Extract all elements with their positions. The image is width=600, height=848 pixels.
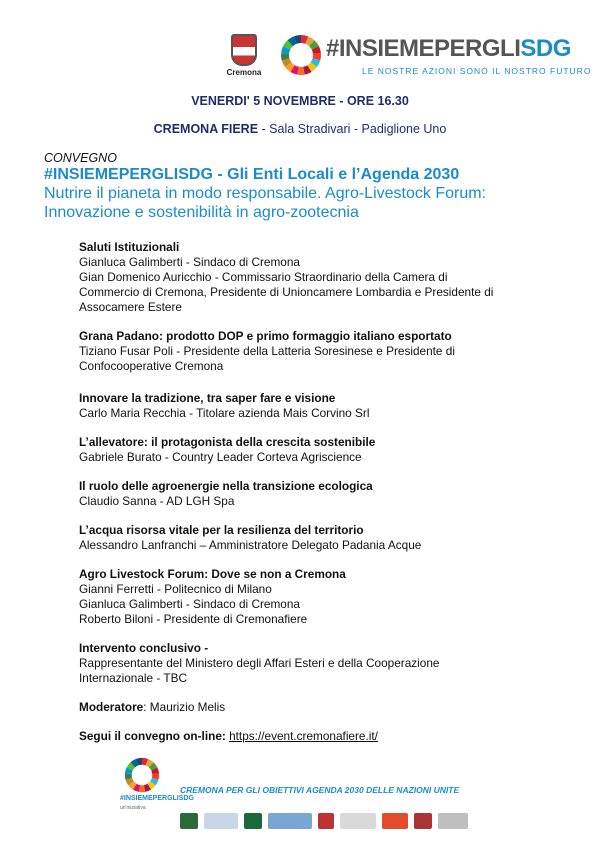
event-date: VENERDI' 5 NOVEMBRE - ORE 16.30 xyxy=(191,94,409,108)
event-type: CONVEGNO xyxy=(44,151,117,165)
session-line: Gianluca Galimberti - Sindaco di Cremona xyxy=(79,597,300,611)
program-session xyxy=(79,567,559,627)
sdg-title-part-b: SDG xyxy=(520,35,571,62)
moderator-label: Moderatore xyxy=(79,700,144,714)
session-title: L’acqua risorsa vitale per la resilienza del territorio xyxy=(79,523,364,537)
session-line: Alessandro Lanfranchi – Amministratore Delegato Padania Acque xyxy=(79,538,422,552)
program-session xyxy=(79,435,559,465)
session-line: Claudio Sanna - AD LGH Spa xyxy=(79,494,235,508)
session-line: Gianni Ferretti - Politecnico di Milano xyxy=(79,582,272,596)
partner-logo xyxy=(268,813,312,829)
session-line: Gianluca Galimberti - Sindaco di Cremona xyxy=(79,255,300,269)
session-title: Innovare la tradizione, tra saper fare e visione xyxy=(79,391,336,405)
footer-banner xyxy=(118,757,498,837)
session-line: Tiziano Fusar Poli - Presidente della Latteria Soresinese e Presidente di xyxy=(79,344,455,358)
moderator-name: : Maurizio Melis xyxy=(143,700,226,714)
sdg-wheel-icon xyxy=(124,757,160,793)
session-line: Gabriele Burato - Country Leader Corteva Agriscience xyxy=(79,450,362,464)
program-session xyxy=(79,479,559,509)
city-name: Cremona xyxy=(226,68,262,77)
cremona-logo xyxy=(222,30,266,82)
footer-sdg-label: #INSIEMEPERGLISDG xyxy=(120,795,194,802)
session-line: Gian Domenico Auricchio - Commissario Straordinario della Camera di xyxy=(79,270,448,284)
event-subtitle: Nutrire il pianeta in modo responsabile. Agro-Livestock Forum: Innovazione e sostenibilità in agro-zootecnia xyxy=(44,185,486,221)
program xyxy=(79,240,559,758)
partner-logo xyxy=(438,813,468,829)
sdg-wheel-icon xyxy=(280,34,322,76)
session-title: Il ruolo delle agroenergie nella transizione ecologica xyxy=(79,479,373,493)
partner-logo xyxy=(318,813,334,829)
session-title: Saluti Istituzionali xyxy=(79,240,180,254)
partner-logo xyxy=(382,813,408,829)
program-session xyxy=(79,641,559,686)
header-logos xyxy=(222,30,592,82)
program-session xyxy=(79,240,559,315)
session-line: Commercio di Cremona, Presidente di Unioncamere Lombardia e Presidente di xyxy=(79,285,494,299)
session-title: L’allevatore: il protagonista della crescita sostenibile xyxy=(79,435,376,449)
session-title: Intervento conclusivo - xyxy=(79,641,209,655)
online-label: Segui il convegno on-line: xyxy=(79,729,226,743)
event-link[interactable]: https://event.cremonafiere.it/ xyxy=(229,729,378,743)
cremona-crest-icon xyxy=(231,34,257,66)
partner-logo xyxy=(340,813,376,829)
program-session xyxy=(79,329,559,374)
venue-detail: - Sala Stradivari - Padiglione Uno xyxy=(258,122,447,136)
event-intro xyxy=(44,151,564,222)
session-line: Roberto Biloni - Presidente di Cremonafiere xyxy=(79,612,308,626)
session-line: Assocamere Estere xyxy=(79,300,182,314)
footer-initiative: un'iniziativa xyxy=(120,805,146,811)
partner-logo xyxy=(180,813,198,829)
session-line: Confocooperative Cremona xyxy=(79,359,224,373)
session-line: Carlo Maria Recchia - Titolare azienda Mais Corvino Srl xyxy=(79,406,370,420)
session-title: Grana Padano: prodotto DOP e primo formaggio italiano esportato xyxy=(79,329,452,343)
sdg-title-part-a: #INSIEMEPERGLI xyxy=(326,35,521,62)
session-line: Rappresentante del Ministero degli Affari Esteri e della Cooperazione xyxy=(79,656,440,670)
venue-name: CREMONA FIERE xyxy=(153,122,259,136)
online-info xyxy=(79,729,559,744)
footer-tagline: CREMONA PER GLI OBIETTIVI AGENDA 2030 DELLE NAZIONI UNITE xyxy=(180,785,460,795)
program-session xyxy=(79,523,559,553)
event-venue xyxy=(0,122,600,136)
partner-logo xyxy=(414,813,432,829)
session-line: Internazionale - TBC xyxy=(79,671,187,685)
sdg-logo-title xyxy=(326,35,571,63)
session-title: Agro Livestock Forum: Dove se non a Cremona xyxy=(79,567,346,581)
event-title: #INSIEMEPERGLISDG - Gli Enti Locali e l’Agenda 2030 xyxy=(44,166,460,183)
partner-logo xyxy=(244,813,262,829)
partner-logo xyxy=(204,813,238,829)
moderator xyxy=(79,700,559,715)
sdg-tagline: LE NOSTRE AZIONI SONO IL NOSTRO FUTURO xyxy=(362,66,592,76)
program-session xyxy=(79,391,559,421)
